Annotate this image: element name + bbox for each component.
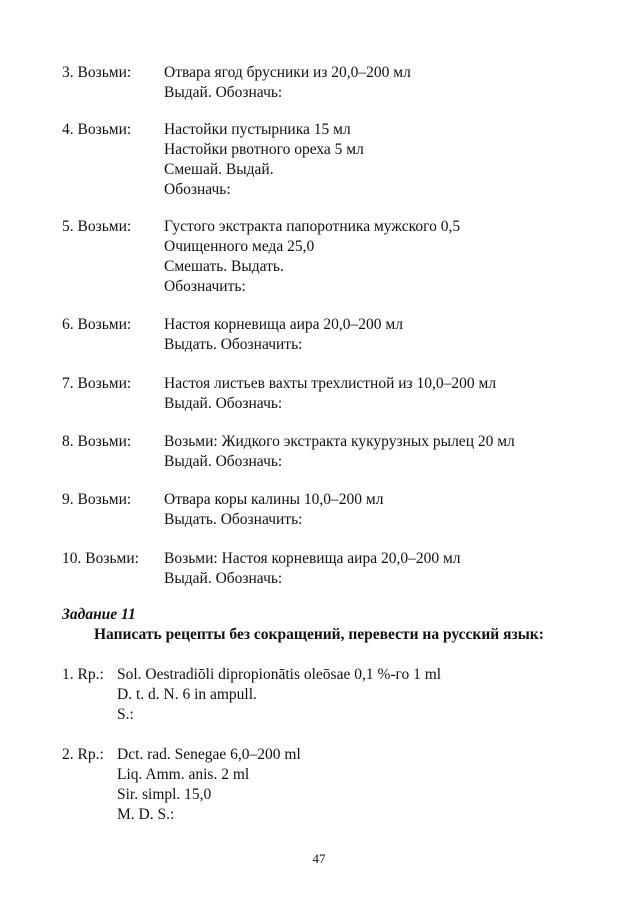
prescription-line: Выдать. Обозначить: [164,336,303,353]
latin-recipe-line: M. D. S.: [117,806,175,823]
latin-recipe-line: D. t. d. N. 6 in ampull. [117,686,257,703]
prescription-line: Густого экстракта папоротника мужского 0,5 [164,218,461,235]
prescription-number: 7. Возьми: [62,375,132,392]
prescription-9 [62,490,582,530]
latin-recipe-line: Liq. Amm. anis. 2 ml [117,766,250,783]
latin-recipe-line: Sol. Oestradiōli dipropionātis oleōsae 0,1 %-го 1 ml [117,666,442,683]
prescription-line: Очищенного меда 25,0 [164,238,315,255]
prescription-3 [62,63,582,103]
task-instruction: Написать рецепты без сокращений, перевести на русский язык: [94,626,544,643]
prescription-6 [62,315,582,355]
prescription-line: Выдай. Обозначь: [164,84,283,101]
prescription-number: 5. Возьми: [62,218,132,235]
prescription-line: Обозначь: [164,181,231,198]
prescription-line: Настоя корневища аира 20,0–200 мл [164,316,403,333]
prescription-line: Возьми: Настоя корневища аира 20,0–200 мл [164,550,461,567]
prescription-line: Отвара коры калины 10,0–200 мл [164,491,384,508]
prescription-line: Настоя листьев вахты трехлистной из 10,0–200 мл [164,375,497,392]
prescription-4 [62,120,582,200]
latin-recipe-line: Dct. rad. Senegae 6,0–200 ml [117,746,301,763]
prescription-line: Смешай. Выдай. [164,161,274,178]
latin-recipe-2 [62,745,582,825]
prescription-number: 8. Возьми: [62,433,132,450]
prescription-7 [62,374,582,414]
latin-recipe-number: 1. Rp.: [62,666,104,683]
prescription-line: Выдай. Обозначь: [164,453,283,470]
prescription-line: Отвара ягод брусники из 20,0–200 мл [164,64,411,81]
prescription-line: Выдай. Обозначь: [164,570,283,587]
prescription-number: 4. Возьми: [62,121,132,138]
prescription-line: Смешать. Выдать. [164,258,284,275]
task-title: Задание 11 [62,606,136,623]
prescription-number: 10. Возьми: [62,550,139,567]
prescription-line: Обозначить: [164,278,246,295]
page-number: 47 [312,851,326,866]
prescription-line: Настойки пустырника 15 мл [164,121,351,138]
latin-recipe-line: Sir. simpl. 15,0 [117,786,212,803]
prescription-line: Возьми: Жидкого экстракта кукурузных рылец 20 мл [164,433,515,450]
prescription-number: 3. Возьми: [62,64,132,81]
prescription-10 [62,549,582,589]
prescription-line: Выдать. Обозначить: [164,511,303,528]
latin-recipe-number: 2. Rp.: [62,746,104,763]
latin-recipe-1 [62,665,582,725]
prescription-number: 9. Возьми: [62,491,132,508]
prescription-number: 6. Возьми: [62,316,132,333]
latin-recipe-line: S.: [117,706,134,723]
prescription-line: Настойки рвотного ореха 5 мл [164,141,364,158]
prescription-8 [62,432,582,472]
prescription-5 [62,217,582,297]
prescription-line: Выдай. Обозначь: [164,395,283,412]
